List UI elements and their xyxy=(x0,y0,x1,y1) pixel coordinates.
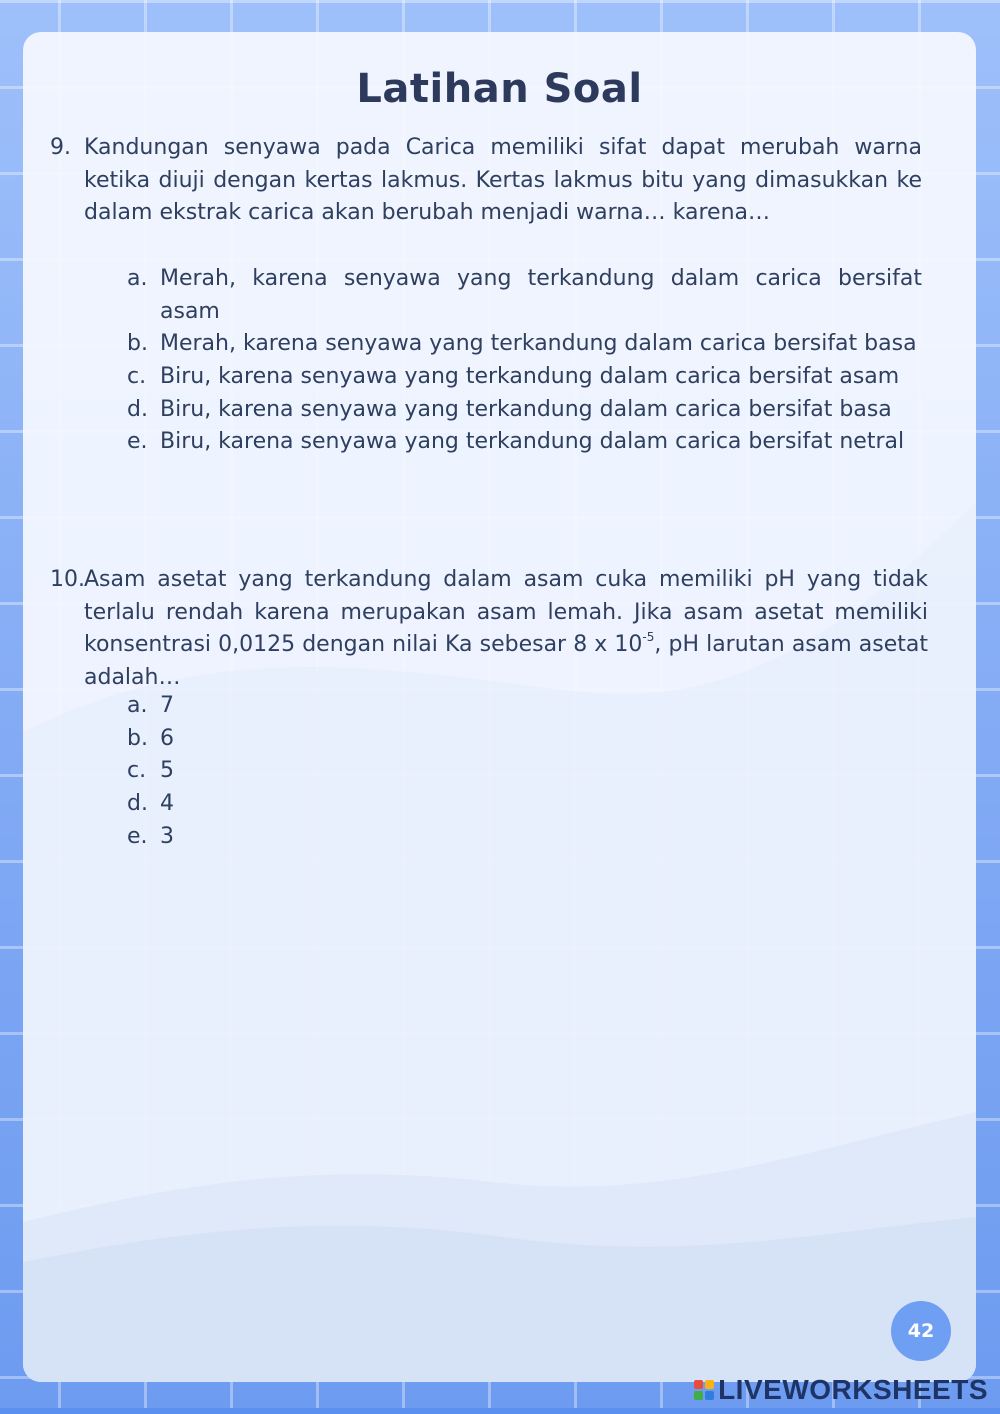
option-d[interactable]: d. 4 xyxy=(127,791,174,817)
option-c[interactable]: c. Biru, karena senyawa yang terkandung dalam carica bersifat asam xyxy=(127,363,900,389)
option-e[interactable]: e. Biru, karena senyawa yang terkandung dalam carica bersifat netral xyxy=(127,429,905,455)
question-number: 9. xyxy=(50,135,71,160)
answer-options xyxy=(127,263,922,459)
option-text: Merah, karena senyawa yang terkandung dalam carica bersifat asam xyxy=(160,265,922,324)
option-e[interactable]: e. 3 xyxy=(127,823,174,849)
option-b[interactable]: b. 6 xyxy=(127,725,174,751)
option-text: Biru, karena senyawa yang terkandung dalam carica bersifat basa xyxy=(160,396,892,422)
option-text: 3 xyxy=(160,823,174,849)
option-d[interactable]: d. Biru, karena senyawa yang terkandung dalam carica bersifat basa xyxy=(127,396,892,422)
option-text: 7 xyxy=(160,693,174,718)
wave-front xyxy=(23,1217,976,1382)
option-c[interactable]: c. 5 xyxy=(127,758,174,784)
option-text: 4 xyxy=(160,791,174,817)
option-text: Biru, karena senyawa yang terkandung dalam carica bersifat asam xyxy=(160,363,900,389)
bottom-strip xyxy=(0,1408,1000,1414)
question-text: Kandungan senyawa pada Carica memiliki sifat dapat merubah warna ketika diuji dengan kertas lakmus. Kertas lakmus bitu yang dimasukkan ke dalam ekstrak carica akan berubah menjadi warna… karena… xyxy=(84,135,922,226)
page-number-badge: 42 xyxy=(891,1301,951,1361)
question-number: 10. xyxy=(50,567,85,592)
brand-name: LIVEWORKSHEETS xyxy=(718,1374,988,1405)
option-a[interactable]: a. Merah, karena senyawa yang terkandung dalam carica bersifat asam xyxy=(127,265,922,324)
option-text: 6 xyxy=(160,725,174,751)
option-text: 5 xyxy=(160,758,174,784)
option-text: Merah, karena senyawa yang terkandung dalam carica bersifat basa xyxy=(160,331,917,357)
question-text: Asam asetat yang terkandung dalam asam cuka memiliki pH yang tidak terlalu rendah karena merupakan asam lemah. Jika asam asetat memiliki konsentrasi 0,0125 dengan nilai Ka sebesar 8 x $10^{-5}$, pH larutan asam asetat adalah… xyxy=(84,567,928,691)
liveworksheets-logo-icon xyxy=(694,1380,714,1400)
page-title: Latihan Soal xyxy=(356,66,643,112)
liveworksheets-brand[interactable] xyxy=(694,1374,988,1406)
exponent: -5 xyxy=(642,630,655,645)
worksheet-card xyxy=(23,32,976,1382)
option-a[interactable]: a. 7 xyxy=(127,693,174,718)
answer-options xyxy=(127,690,527,854)
option-text: Biru, karena senyawa yang terkandung dalam carica bersifat netral xyxy=(160,429,905,455)
option-b[interactable]: b. Merah, karena senyawa yang terkandung dalam carica bersifat basa xyxy=(127,331,917,357)
